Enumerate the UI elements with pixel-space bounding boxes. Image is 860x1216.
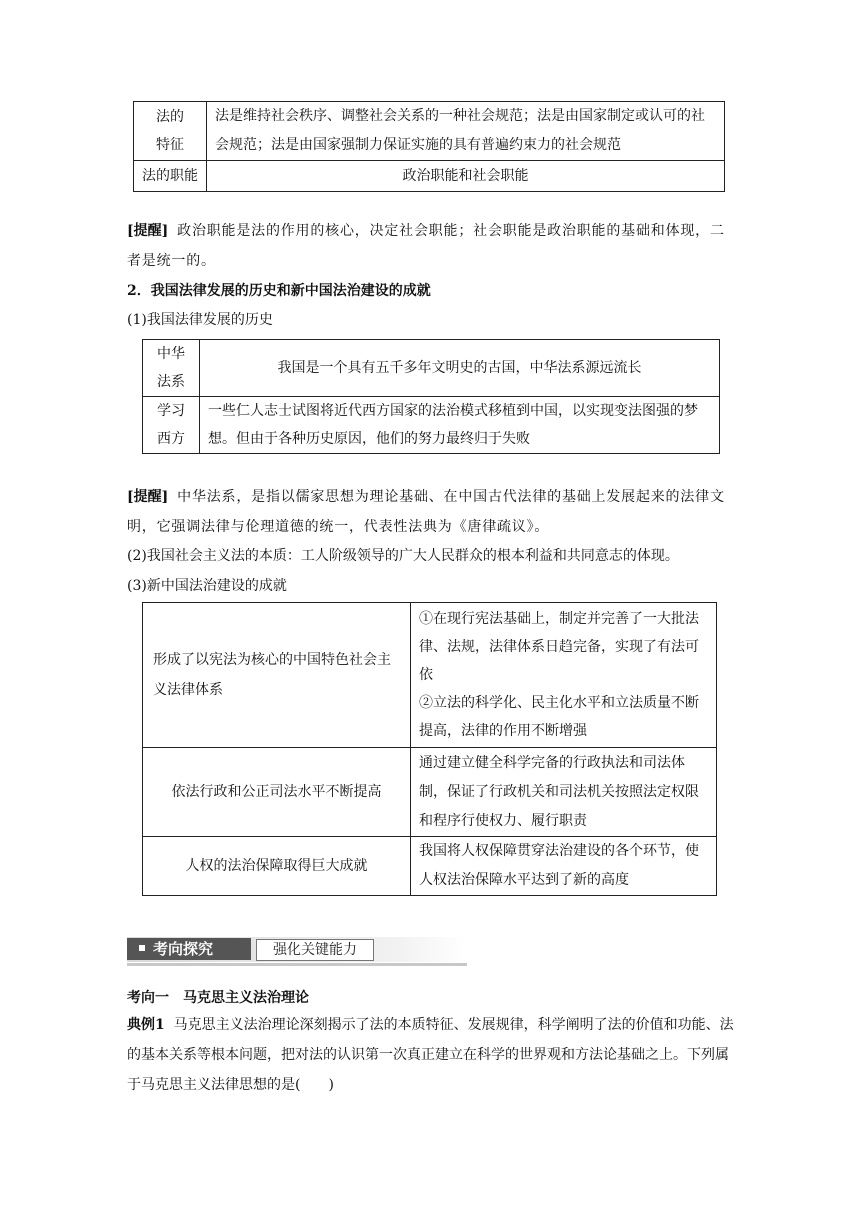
table-cell-right bbox=[411, 603, 717, 748]
table-row bbox=[143, 397, 720, 454]
example-text: 马克思主义法治理论深刻揭示了法的本质特征、发展规律，科学阐明了法的价值和功能、法的基本关系等根本问题，把对法的认识第一次真正建立在科学的世界观和方法论基础之上。下列属于马克思主义法律思想的是( ) bbox=[127, 1017, 734, 1093]
cell-text: 法的 bbox=[156, 109, 184, 125]
tip-text: 中华法系，是指以儒家思想为理论基础、在中国古代法律的基础上发展起来的法律文明，它强调法律与伦理道德的统一，代表性法典为《唐律疏议》。 bbox=[127, 489, 725, 535]
table-row bbox=[143, 603, 717, 748]
table-header-cell: 法的职能 bbox=[134, 161, 207, 192]
table-cell: 政治职能和社会职能 bbox=[207, 161, 725, 192]
banner-secondary: 强化关键能力 bbox=[256, 939, 374, 961]
tip-label: [提醒] bbox=[127, 489, 169, 505]
table-header-cell bbox=[134, 102, 207, 161]
cell-text: 学习 bbox=[157, 403, 185, 419]
cell-text: 西方 bbox=[157, 431, 185, 447]
section-heading: 2．我国法律发展的历史和新中国法治建设的成就 bbox=[127, 283, 431, 299]
cell-text: 法系 bbox=[157, 374, 185, 390]
achievements-table bbox=[142, 602, 717, 896]
banner-primary-text: 考向探究 bbox=[153, 940, 214, 958]
law-features-table bbox=[133, 101, 725, 192]
direction-heading: 考向一 马克思主义法治理论 bbox=[127, 990, 309, 1006]
table-cell-right: 通过建立健全科学完备的行政执法和司法体制，保证了行政机关和司法机关按照法定权限和程序行使权力、履行职责 bbox=[411, 748, 717, 837]
tip-paragraph bbox=[127, 216, 739, 276]
table-header-cell bbox=[143, 340, 200, 397]
table-cell: 我国是一个具有五千多年文明史的古国，中华法系源远流长 bbox=[200, 340, 720, 397]
cell-text: ②立法的科学化、民主化水平和立法质量不断提高，法律的作用不断增强 bbox=[419, 695, 699, 739]
table-row bbox=[143, 837, 717, 896]
example-label: 典例1 bbox=[127, 1017, 165, 1033]
cell-text: 中华 bbox=[157, 346, 185, 362]
subsection-heading: (1)我国法律发展的历史 bbox=[127, 312, 273, 328]
banner-underline bbox=[127, 963, 467, 966]
table-header-cell bbox=[143, 397, 200, 454]
tip-text: 政治职能是法的作用的核心，决定社会职能；社会职能是政治职能的基础和体现，二者是统一的。 bbox=[127, 223, 725, 269]
table-row bbox=[134, 102, 725, 161]
table-cell-right: 我国将人权保障贯穿法治建设的各个环节，使人权法治保障水平达到了新的高度 bbox=[411, 837, 717, 896]
history-table bbox=[142, 339, 720, 454]
table-row bbox=[143, 340, 720, 397]
paragraph: (2)我国社会主义法的本质：工人阶级领导的广大人民群众的根本利益和共同意志的体现。 bbox=[127, 548, 679, 564]
section-banner bbox=[127, 933, 467, 966]
square-bullet-icon bbox=[139, 945, 145, 951]
table-cell: 法是维持社会秩序、调整社会关系的一种社会规范；法是由国家制定或认可的社会规范；法是由国家强制力保证实施的具有普遍约束力的社会规范 bbox=[207, 102, 725, 161]
banner-primary bbox=[127, 938, 251, 960]
example-paragraph bbox=[127, 1010, 739, 1100]
tip-paragraph bbox=[127, 482, 737, 542]
table-row bbox=[143, 748, 717, 837]
tip-label: [提醒] bbox=[127, 223, 169, 239]
table-cell-left: 形成了以宪法为核心的中国特色社会主义法律体系 bbox=[143, 603, 411, 748]
cell-text: ①在现行宪法基础上，制定并完善了一大批法律、法规，法律体系日趋完备，实现了有法可依 bbox=[419, 611, 699, 683]
table-cell-left: 人权的法治保障取得巨大成就 bbox=[143, 837, 411, 896]
cell-text: 特征 bbox=[156, 137, 184, 153]
table-row bbox=[134, 161, 725, 192]
subsection-heading: (3)新中国法治建设的成就 bbox=[127, 578, 287, 594]
table-cell-left: 依法行政和公正司法水平不断提高 bbox=[143, 748, 411, 837]
table-cell: 一些仁人志士试图将近代西方国家的法治模式移植到中国，以实现变法图强的梦想。但由于各种历史原因，他们的努力最终归于失败 bbox=[200, 397, 720, 454]
